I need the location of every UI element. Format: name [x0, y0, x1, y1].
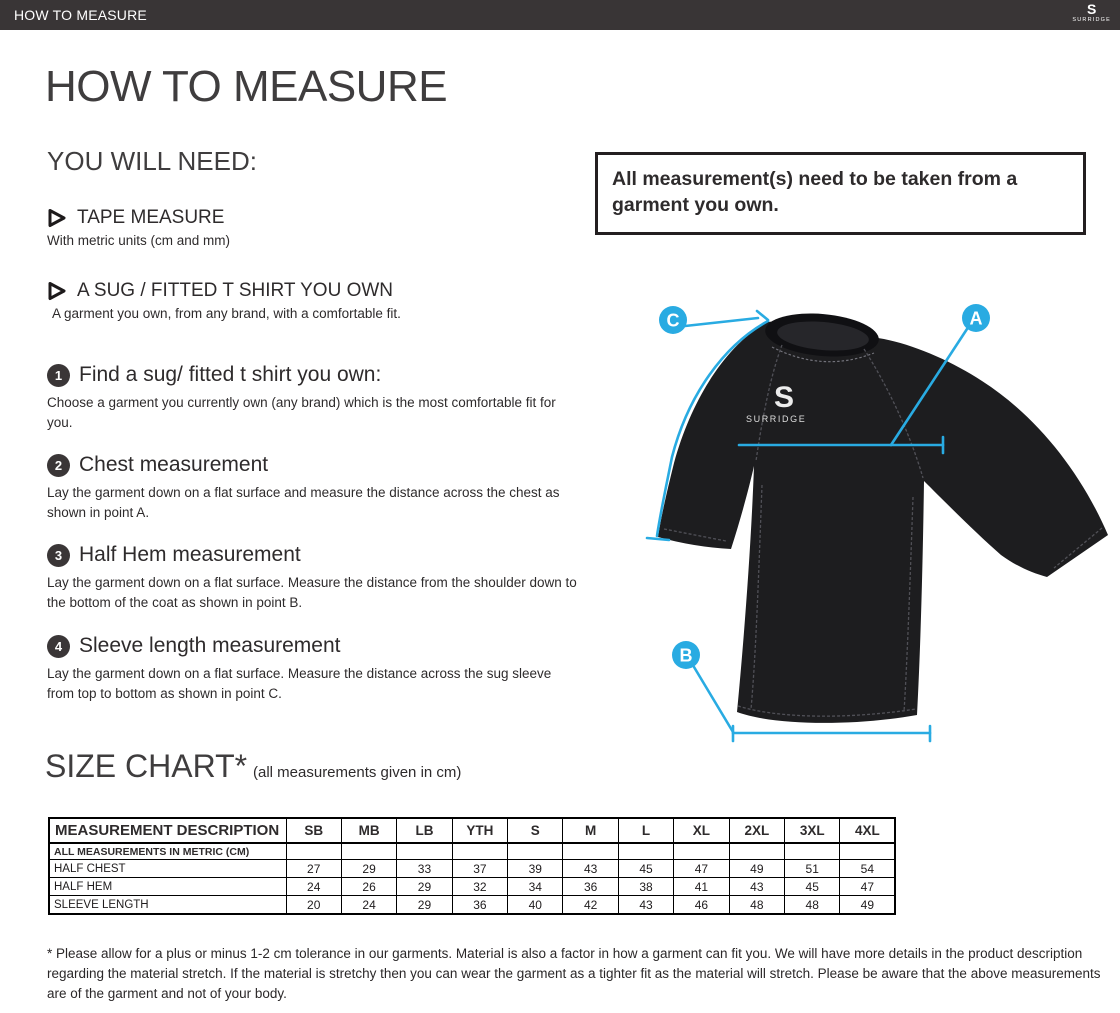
col-header-size: 3XL	[785, 818, 840, 843]
table-row-metric-note	[49, 843, 895, 860]
size-value: 34	[508, 878, 563, 896]
col-header-size: SB	[286, 818, 341, 843]
surridge-wordmark: SURRIDGE	[1072, 17, 1111, 23]
size-value: 26	[341, 878, 396, 896]
size-value: 43	[618, 896, 673, 915]
step-3	[47, 543, 579, 612]
you-will-need-heading: YOU WILL NEED:	[47, 146, 257, 176]
table-header-row	[49, 818, 895, 843]
step-description: Lay the garment down on a flat surface. Measure the distance from the shoulder down to the bottom of the coat as shown in point B.	[47, 575, 577, 610]
top-bar	[0, 0, 1120, 30]
surridge-logo-icon	[1072, 2, 1111, 24]
point-c-label: C	[666, 310, 680, 331]
need-item-tape-measure	[47, 207, 230, 248]
col-header-size: S	[508, 818, 563, 843]
size-value: 37	[452, 860, 507, 878]
measurement-note-text: All measurement(s) need to be taken from a garment you own.	[612, 168, 1018, 217]
step-description: Lay the garment down on a flat surface and measure the distance across the chest as shown in point A.	[47, 485, 560, 520]
point-a-label: A	[969, 308, 983, 329]
col-header-size: 4XL	[840, 818, 895, 843]
point-b-label: B	[679, 645, 693, 666]
need-item-description: A garment you own, from any brand, with a comfortable fit.	[52, 306, 401, 321]
size-value: 41	[674, 878, 729, 896]
size-value: 43	[563, 860, 618, 878]
size-value: 47	[840, 878, 895, 896]
metric-note-cell: ALL MEASUREMENTS IN METRIC (CM)	[49, 843, 286, 860]
step-title: Chest measurement	[79, 453, 269, 476]
page-title: HOW TO MEASURE	[45, 62, 448, 111]
col-header-size: L	[618, 818, 673, 843]
measurement-note-box	[595, 152, 1086, 235]
col-header-size: 2XL	[729, 818, 784, 843]
size-value: 48	[785, 896, 840, 915]
step-title: Find a sug/ fitted t shirt you own:	[79, 363, 382, 386]
col-header-size: M	[563, 818, 618, 843]
step-number-badge: 3	[47, 544, 70, 567]
size-value: 29	[397, 878, 452, 896]
col-header-size: XL	[674, 818, 729, 843]
need-item-description: With metric units (cm and mm)	[47, 233, 231, 248]
size-value: 24	[286, 878, 341, 896]
surridge-s-icon: S	[774, 381, 795, 414]
surridge-wordmark: SURRIDGE	[746, 414, 807, 424]
size-value: 48	[729, 896, 784, 915]
size-value: 29	[341, 860, 396, 878]
size-chart-subheading: (all measurements given in cm)	[253, 764, 462, 781]
col-header-description: MEASUREMENT DESCRIPTION	[49, 818, 286, 843]
size-value: 33	[397, 860, 452, 878]
size-value: 38	[618, 878, 673, 896]
table-row-half-chest	[49, 860, 895, 878]
size-value: 36	[563, 878, 618, 896]
col-header-size: YTH	[452, 818, 507, 843]
step-number-badge: 2	[47, 454, 70, 477]
size-chart-heading: SIZE CHART*	[45, 748, 248, 784]
size-value: 51	[785, 860, 840, 878]
col-header-size: LB	[397, 818, 452, 843]
step-description: Choose a garment you currently own (any brand) which is the most comfortable fit for you.	[47, 395, 556, 430]
size-value: 43	[729, 878, 784, 896]
size-value: 49	[840, 896, 895, 915]
size-value: 39	[508, 860, 563, 878]
step-title: Half Hem measurement	[79, 543, 301, 566]
size-value: 29	[397, 896, 452, 915]
size-chart-table	[48, 817, 896, 915]
row-label: HALF HEM	[49, 878, 286, 896]
size-value: 27	[286, 860, 341, 878]
need-item-title: A SUG / FITTED T SHIRT YOU OWN	[77, 280, 394, 301]
step-description: Lay the garment down on a flat surface. Measure the distance across the sug sleeve from top to bottom as shown in point C.	[47, 666, 552, 701]
size-value: 45	[618, 860, 673, 878]
tolerance-footnote: * Please allow for a plus or minus 1-2 cm tolerance in our garments. Material is also a factor in how a garment can fit you. We will have more details in the product description regarding the material stretch. If the material is stretchy then you can wear the garment as a tighter fit as the material will stretch. Please be aware that the above measurements are of the garment and not of your body.	[47, 946, 1101, 1001]
size-value: 24	[341, 896, 396, 915]
size-value: 40	[508, 896, 563, 915]
size-value: 46	[674, 896, 729, 915]
size-value: 32	[452, 878, 507, 896]
step-title: Sleeve length measurement	[79, 634, 341, 657]
step-1	[47, 363, 579, 432]
table-row-sleeve-length	[49, 896, 895, 915]
top-bar-title: HOW TO MEASURE	[14, 7, 147, 23]
step-number-badge: 4	[47, 635, 70, 658]
surridge-s-icon: S	[1087, 1, 1097, 17]
size-value: 20	[286, 896, 341, 915]
shirt-illustration	[610, 285, 1120, 795]
row-label: SLEEVE LENGTH	[49, 896, 286, 915]
triangle-bullet-icon	[47, 281, 67, 301]
col-header-size: MB	[341, 818, 396, 843]
step-4	[47, 634, 579, 703]
step-2	[47, 453, 579, 522]
size-value: 36	[452, 896, 507, 915]
table-row-half-hem	[49, 878, 895, 896]
shirt-measurement-figure	[610, 285, 1120, 795]
size-value: 47	[674, 860, 729, 878]
need-item-title: TAPE MEASURE	[77, 207, 225, 228]
need-item-fitted-shirt	[47, 280, 401, 321]
triangle-bullet-icon	[47, 208, 67, 228]
size-value: 54	[840, 860, 895, 878]
step-number-badge: 1	[47, 364, 70, 387]
size-value: 42	[563, 896, 618, 915]
size-value: 45	[785, 878, 840, 896]
row-label: HALF CHEST	[49, 860, 286, 878]
size-value: 49	[729, 860, 784, 878]
